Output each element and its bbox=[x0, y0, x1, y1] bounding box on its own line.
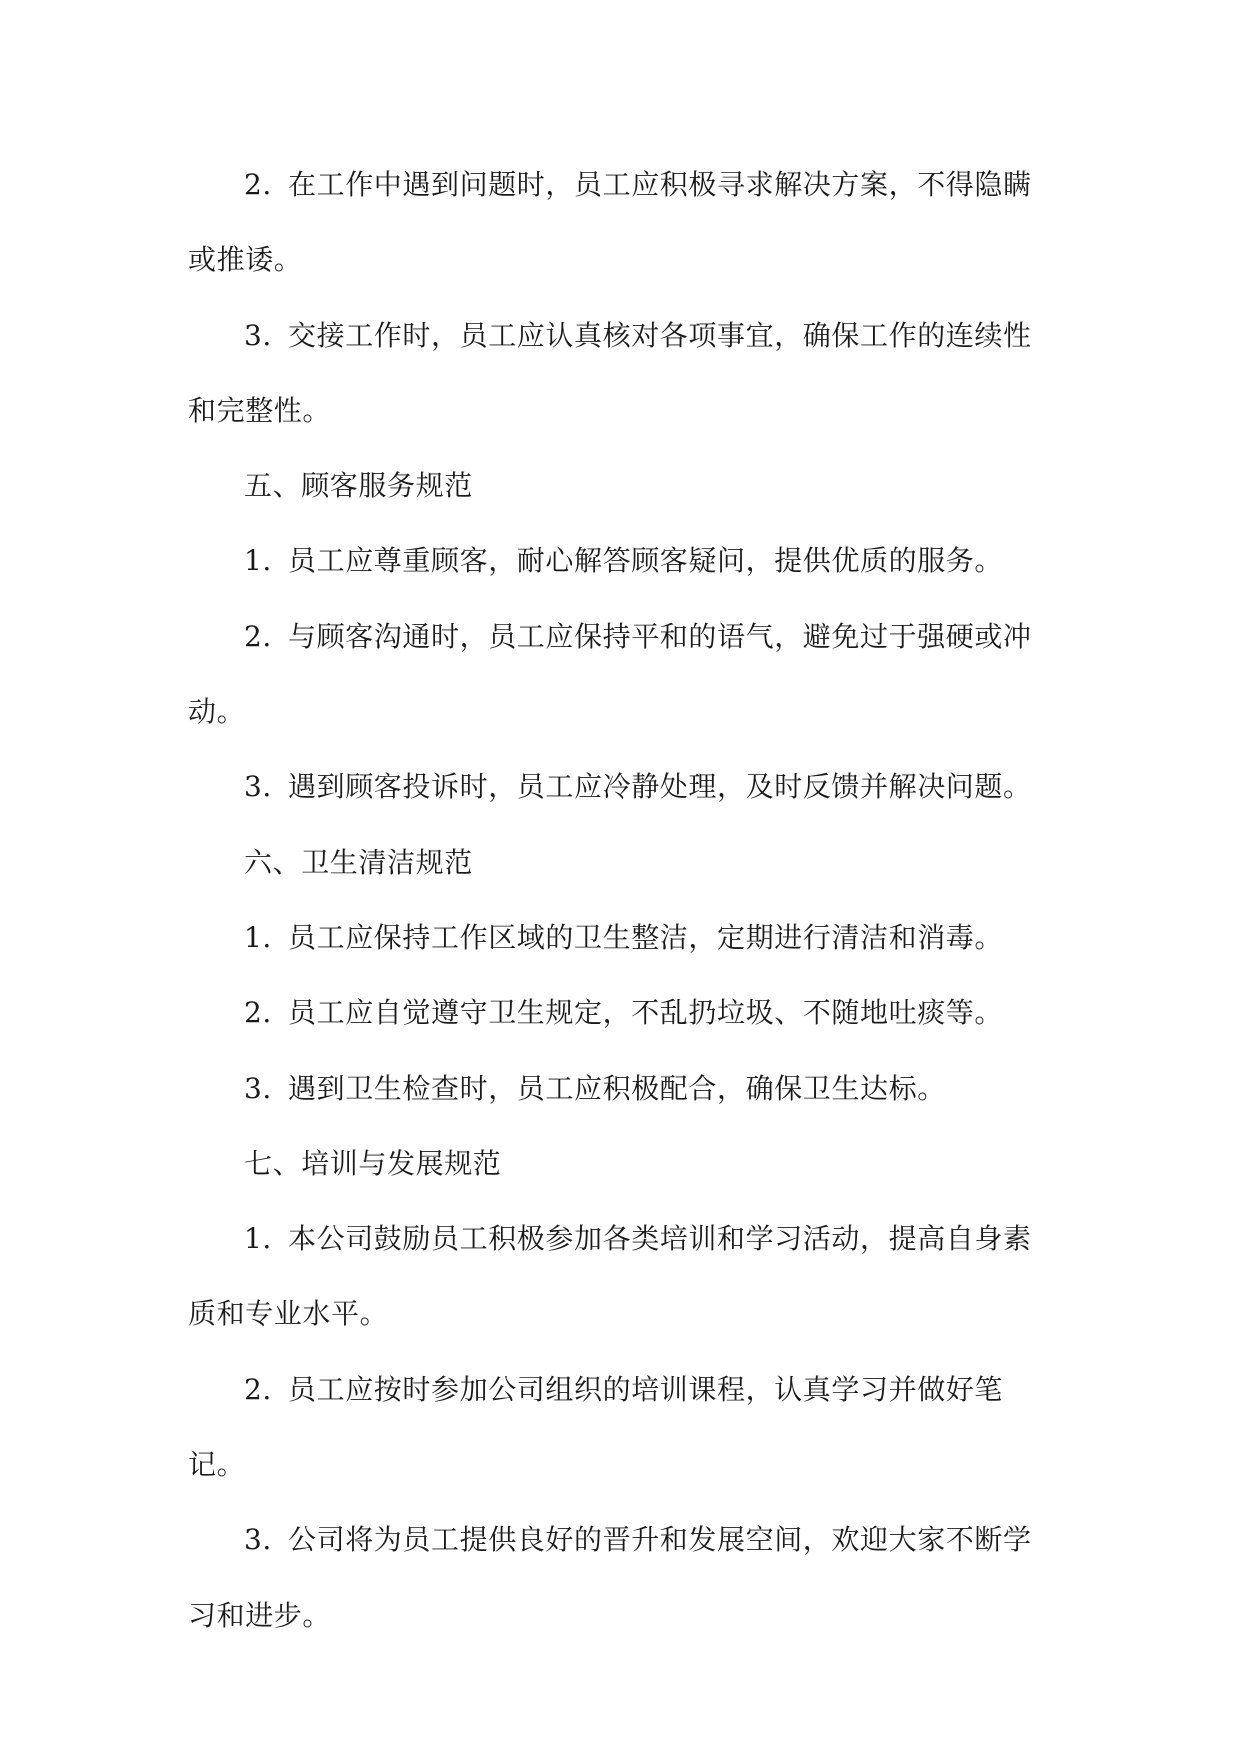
item-number: 1. bbox=[244, 920, 272, 954]
item-text: 遇到顾客投诉时，员工应冷静处理，及时反馈并解决问题。 bbox=[288, 770, 1032, 804]
list-item bbox=[188, 599, 1048, 750]
item-text: 员工应保持工作区域的卫生整洁，定期进行清洁和消毒。 bbox=[288, 920, 1004, 954]
item-number: 1. bbox=[244, 544, 272, 578]
list-item bbox=[188, 1502, 1048, 1653]
list-item bbox=[188, 1201, 1048, 1352]
item-text: 公司将为员工提供良好的晋升和发展空间，欢迎大家不断学习和进步。 bbox=[188, 1523, 1032, 1632]
list-item bbox=[188, 147, 1048, 298]
item-number: 3. bbox=[244, 770, 272, 804]
list-item bbox=[188, 900, 1048, 975]
list-item bbox=[188, 749, 1048, 824]
list-item bbox=[188, 298, 1048, 449]
item-number: 2. bbox=[244, 1372, 272, 1406]
item-number: 3. bbox=[244, 318, 272, 352]
item-text: 遇到卫生检查时，员工应积极配合，确保卫生达标。 bbox=[288, 1071, 946, 1105]
item-text: 员工应自觉遵守卫生规定，不乱扔垃圾、不随地吐痰等。 bbox=[288, 996, 1004, 1030]
section-heading: 六、卫生清洁规范 bbox=[244, 845, 473, 879]
item-text: 员工应按时参加公司组织的培训课程，认真学习并做好笔记。 bbox=[188, 1372, 1004, 1482]
item-number: 2. bbox=[244, 168, 272, 201]
list-item bbox=[188, 523, 1048, 598]
item-text: 与顾客沟通时，员工应保持平和的语气，避免过于强硬或冲动。 bbox=[188, 619, 1032, 729]
item-number: 2. bbox=[244, 996, 272, 1030]
item-text: 本公司鼓励员工积极参加各类培训和学习活动，提高自身素质和专业水平。 bbox=[188, 1222, 1032, 1331]
item-number: 2. bbox=[244, 619, 272, 653]
section-heading: 七、培训与发展规范 bbox=[244, 1146, 502, 1180]
item-text: 在工作中遇到问题时，员工应积极寻求解决方案，不得隐瞒或推诿。 bbox=[188, 168, 1032, 277]
section-heading: 五、顾客服务规范 bbox=[244, 469, 473, 503]
list-item bbox=[188, 1051, 1048, 1126]
list-item bbox=[188, 1352, 1048, 1503]
list-item bbox=[188, 975, 1048, 1050]
item-text: 员工应尊重顾客，耐心解答顾客疑问，提供优质的服务。 bbox=[288, 544, 1004, 578]
item-number: 3. bbox=[244, 1523, 272, 1557]
item-number: 3. bbox=[244, 1071, 272, 1105]
item-number: 1. bbox=[244, 1222, 272, 1256]
item-text: 交接工作时，员工应认真核对各项事宜，确保工作的连续性和完整性。 bbox=[188, 318, 1032, 427]
document-body bbox=[188, 147, 1048, 1653]
